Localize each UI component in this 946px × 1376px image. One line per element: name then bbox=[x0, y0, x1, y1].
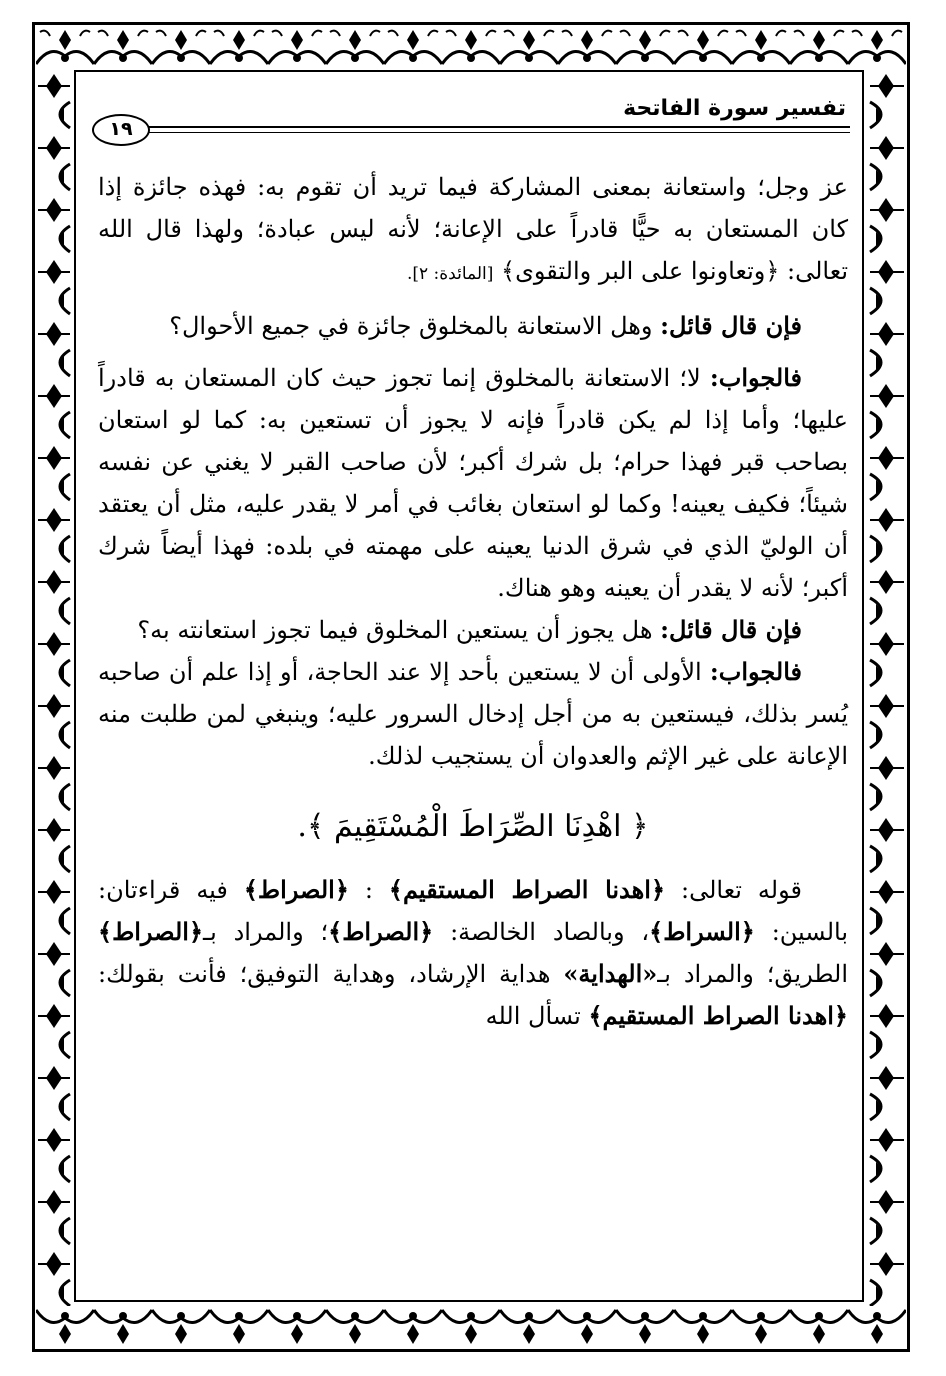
paragraph-1 bbox=[98, 166, 848, 295]
page-number-badge: ١٩ bbox=[92, 114, 150, 146]
header-rule bbox=[148, 126, 850, 128]
verse-reference: [المائدة: ٢]. bbox=[406, 264, 494, 284]
quoted-term: ﴿السراط﴾ bbox=[649, 917, 755, 946]
paragraph-text: وهل الاستعانة بالمخلوق جائزة في جميع الأحوال؟ bbox=[169, 312, 653, 340]
paragraph-3 bbox=[98, 357, 848, 609]
header-title: تفسير سورة الفاتحة bbox=[623, 96, 846, 121]
paragraph-5 bbox=[98, 651, 848, 777]
paragraph-text: الأولى أن لا يستعين بأحد إلا عند الحاجة، أو إذا علم أن صاحبه يُسر بذلك، فيستعين به من أجل إدخال السرور عليه؛ وينبغي لمن طلبت منه الإعانة على غير الإثم والعدوان أن يستجيب لذلك. bbox=[98, 658, 848, 770]
page-body bbox=[98, 166, 848, 1037]
answer-lead: فالجواب: bbox=[709, 657, 802, 686]
question-lead: فإن قال قائل: bbox=[660, 311, 802, 340]
running-header bbox=[90, 96, 850, 148]
quoted-term: ﴿الصراط﴾ bbox=[328, 917, 434, 946]
answer-lead: فالجواب: bbox=[709, 363, 802, 392]
ornament-border-bottom bbox=[36, 1306, 906, 1348]
quoted-term: ﴿الصراط﴾ bbox=[243, 875, 349, 904]
paragraph-text: هل يجوز أن يستعين المخلوق فيما تجوز استعانته به؟ bbox=[137, 616, 653, 644]
ornament-border-left bbox=[36, 68, 72, 1306]
ornament-border-right bbox=[866, 68, 906, 1306]
quoted-verse: ﴿اهدنا الصراط المستقيم﴾ bbox=[588, 1001, 848, 1030]
paragraph-text: لا؛ الاستعانة بالمخلوق إنما تجوز حيث كان المستعان به قادراً عليها؛ وأما إذا لم يكن قادراً فإنه لا يجوز أن تستعين به: كما لو استعان بصاحب قبر فهذا حرام؛ بل شرك أكبر؛ لأن صاحب القبر لا يغني عن نفسه شيئاً؛ فكيف يعينه! وكما لو استعان بغائب في أمر لا يقدر عليه، مثل أن يعتقد أن الوليّ الذي في شرق الدنيا يعينه على مهمته في بلده: فهذا أيضاً شرك أكبر؛ لأنه لا يقدر أن يعينه وهو هناك. bbox=[98, 364, 848, 602]
quoted-term: ﴿الصراط﴾ bbox=[98, 917, 204, 946]
paragraph-2 bbox=[98, 305, 848, 347]
quoted-term: «الهداية» bbox=[563, 959, 658, 988]
verse-heading: ﴿ اهْدِنَا الصِّرَاطَ الْمُسْتَقِيمَ ﴾. bbox=[297, 809, 649, 844]
paragraph-text: عز وجل؛ واستعانة بمعنى المشاركة فيما تريد أن تقوم به: فهذه جائزة إذا كان المستعان به حيًّا قادراً على الإعانة؛ لأنه ليس عبادة؛ ولهذا قال الله تعالى: ﴿وتعاونوا على البر والتقوى﴾ bbox=[98, 173, 848, 285]
paragraph-6: قوله تعالى: ﴿اهدنا الصراط المستقيم﴾ : ﴿الصراط﴾ فيه قراءتان: بالسين: ﴿السراط﴾، وبالصاد الخالصة: ﴿الصراط﴾؛ والمراد بـ﴿الصراط﴾ الطريق؛ والمراد بـ«الهداية» هداية الإرشاد، وهداية التوفيق؛ فأنت بقولك: ﴿اهدنا الصراط المستقيم﴾ تسأل الله bbox=[98, 875, 848, 1030]
question-lead: فإن قال قائل: bbox=[660, 615, 802, 644]
ornament-border-top bbox=[36, 26, 906, 68]
header-rule-thin bbox=[148, 132, 850, 133]
paragraph-4 bbox=[98, 609, 848, 651]
quoted-verse: ﴿اهدنا الصراط المستقيم﴾ bbox=[388, 875, 666, 904]
